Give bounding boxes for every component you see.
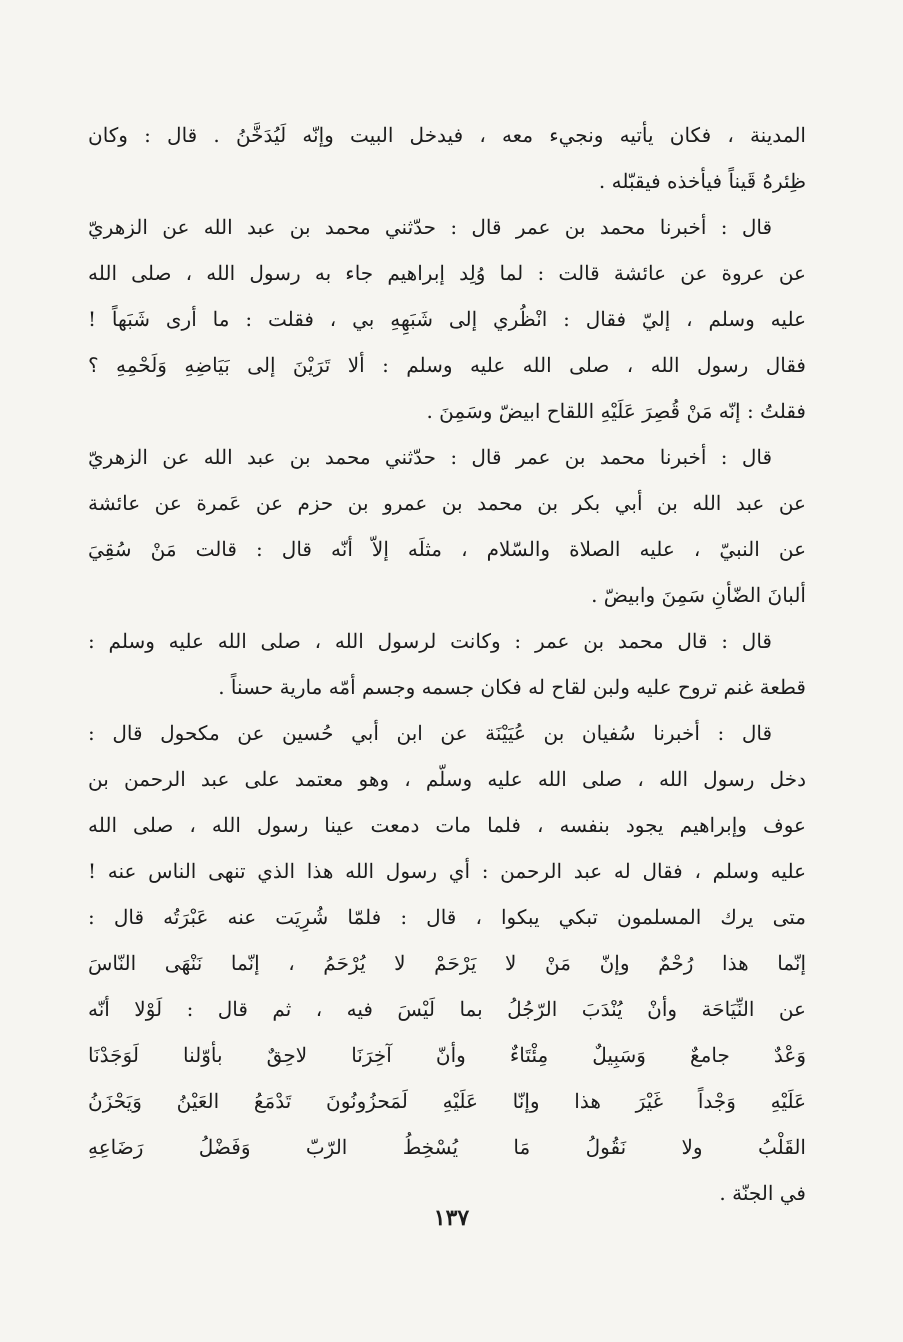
text-line: قال : أخبرنا محمد بن عمر قال : حدّثني محمد بن عبد الله عن الزهريّ: [88, 215, 772, 239]
text-line: قال : أخبرنا سُفيان بن عُيَيْنَة عن ابن أبي حُسين عن مكحول قال :: [88, 721, 772, 745]
page-number: ١٣٧: [433, 1205, 470, 1231]
text-line: قال : قال محمد بن عمر : وكانت لرسول الله ، صلى الله عليه وسلم :: [88, 629, 772, 653]
text-line: دخل رسول الله ، صلى الله عليه وسلّم ، وهو معتمد على عبد الرحمن بن: [88, 767, 806, 791]
text-line: فقلتُ : إنّه مَنْ قُصِرَ عَلَيْهِ اللقاح ابيضّ وسَمِنَ .: [426, 399, 806, 423]
text-line: عليه وسلم ، فقال له عبد الرحمن : أي رسول الله هذا الذي تنهى الناس عنه !: [88, 859, 806, 883]
text-line: عَلَيْهِ وَجْداً غَيْرَ هذا وإنّا عَلَيْهِ لَمَحزُونُونَ تَدْمَعُ العَيْنُ وَيَحْزَنُ: [88, 1089, 806, 1113]
text-line: عن النبيّ ، عليه الصلاة والسّلام ، مثلَه إلاّ أنّه قال : قالت مَنْ سُقِيَ: [88, 537, 806, 561]
text-line: عليه وسلم ، إليّ فقال : انْظُري إلى شَبَهِهِ بي ، فقلت : ما أرى شَبَهاً !: [88, 307, 806, 331]
text-line: عوف وإبراهيم يجود بنفسه ، فلما مات دمعت عينا رسول الله ، صلى الله: [88, 813, 806, 837]
text-line: عن عبد الله بن أبي بكر بن محمد بن عمرو بن حزم عن عَمرة عن عائشة: [88, 491, 806, 515]
text-line: فقال رسول الله ، صلى الله عليه وسلم : ألا تَرَيْنَ إلى بَيَاضِهِ وَلَحْمِهِ ؟: [88, 353, 806, 377]
text-line: عن النِّيَاحَة وأنْ يُنْدَبَ الرّجُلُ بما لَيْسَ فيه ، ثم قال : لَوْلا أنّه: [88, 997, 806, 1021]
text-line: إنّما هذا رُحْمٌ وإنّ مَنْ لا يَرْحَمْ لا يُرْحَمُ ، إنّما نَنْهَى النّاسَ: [88, 951, 806, 975]
text-line: القَلْبُ ولا نَقُولُ مَا يُسْخِطُ الرّبّ وَفَضْلُ رَضَاعِهِ: [88, 1135, 806, 1159]
body-text: [88, 112, 806, 1216]
text-line: في الجنّة .: [719, 1181, 806, 1205]
text-line: عن عروة عن عائشة قالت : لما وُلِد إبراهيم جاء به رسول الله ، صلى الله: [88, 261, 806, 285]
text-line: متى يرك المسلمون تبكي يبكوا ، قال : فلمّا شُرِيَت عنه عَبْرَتُه قال :: [88, 905, 806, 929]
text-line: قطعة غنم تروح عليه ولبن لقاح له فكان جسمه وجسم أمّه مارية حسناً .: [218, 675, 806, 699]
text-line: قال : أخبرنا محمد بن عمر قال : حدّثني محمد بن عبد الله عن الزهريّ: [88, 445, 772, 469]
text-line: ألبانَ الضّأنِ سَمِنَ وابيضّ .: [591, 583, 806, 607]
text-line: وَعْدٌ جامعٌ وَسَبِيلٌ مِئْتَاءٌ وأنّ آخِرَنَا لاحِقٌ بأوّلنا لَوَجَدْنَا: [88, 1043, 806, 1067]
text-line: المدينة ، فكان يأتيه ونجيء معه ، فيدخل البيت وإنّه لَيُدَخَّنُ . قال : وكان: [88, 123, 806, 147]
text-line: ظِئرهُ قَيناً فيأخذه فيقبّله .: [598, 169, 806, 193]
